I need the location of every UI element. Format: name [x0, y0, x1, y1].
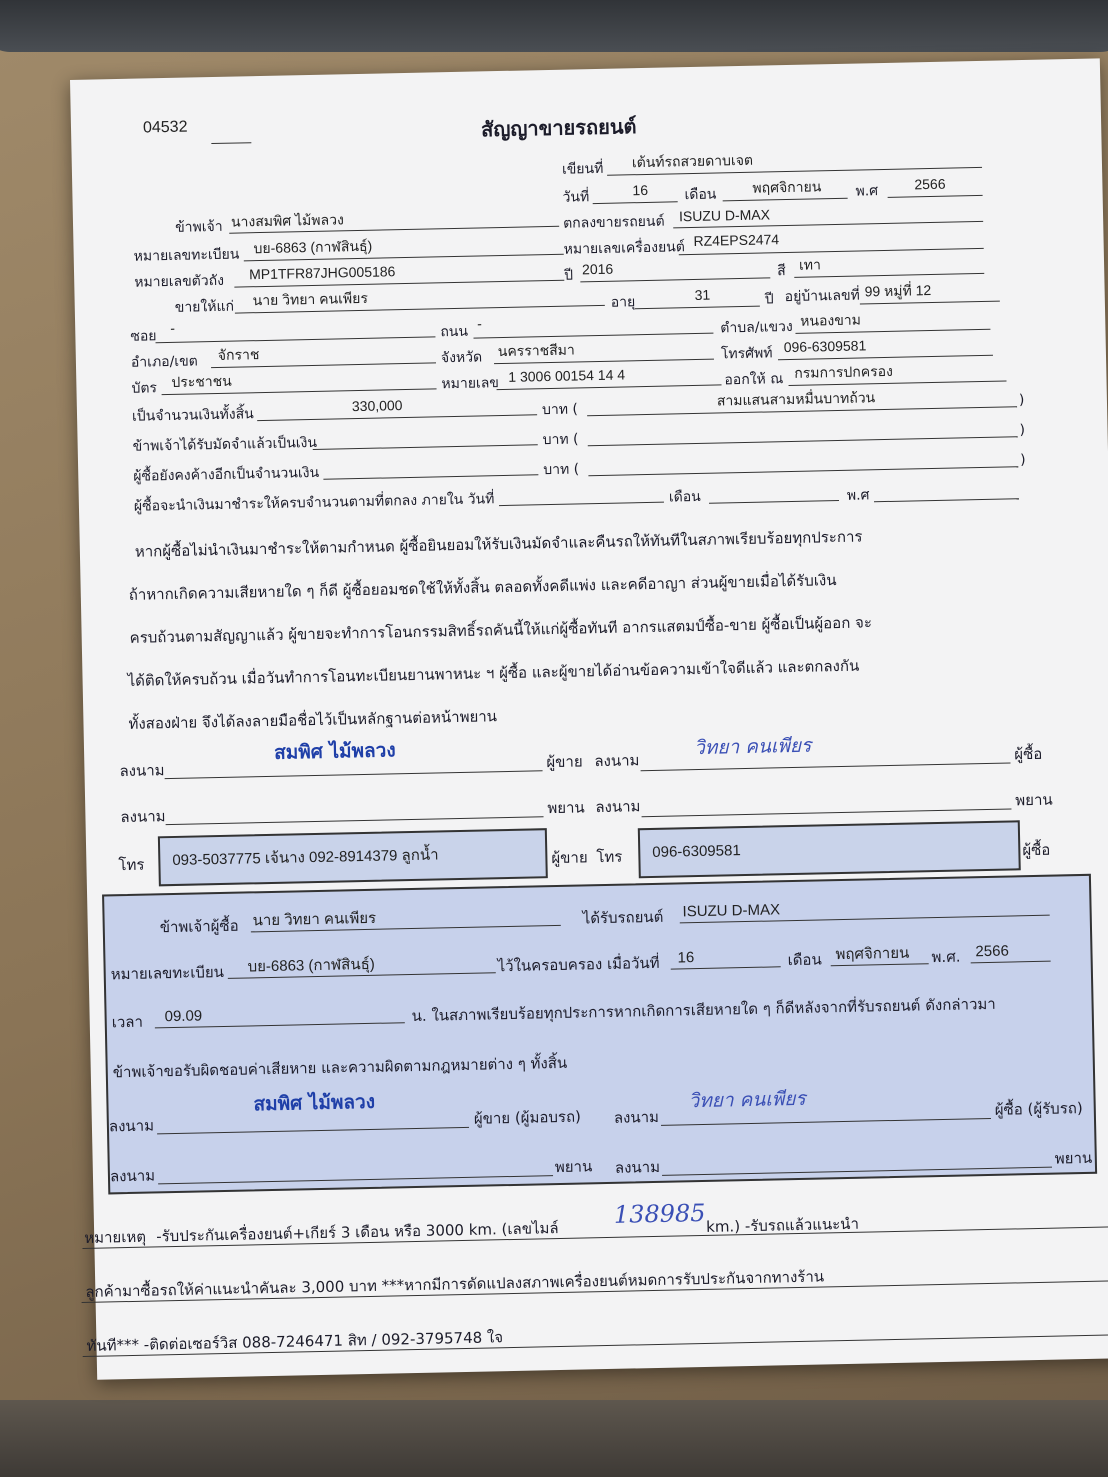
year-label: พ.ศ: [855, 183, 879, 200]
written-at-value: เต้นท์รถสวยดาบเจต: [631, 151, 754, 171]
seller-signature: สมพิศ ไม้พลวง: [273, 739, 396, 764]
receipt-year: 2566: [975, 942, 1010, 961]
sign-label: ลงนาม: [120, 807, 166, 827]
issued-value: กรมการปกครอง: [794, 362, 894, 381]
province-value: นครราชสีมา: [497, 341, 575, 360]
divider: [587, 406, 1017, 416]
witness-tag: พยาน: [554, 1157, 593, 1177]
laptop-edge: [0, 0, 1108, 52]
divider: [888, 195, 983, 198]
age-label: อายุ: [610, 294, 636, 311]
divider: [723, 198, 848, 202]
receipt-month-label: เดือน: [787, 950, 822, 970]
witness-tag: พยาน: [1015, 790, 1053, 810]
receipt-box: [102, 874, 1097, 1195]
baht-label: บาท (: [542, 431, 579, 449]
notes-label: หมายเหตุ: [84, 1227, 147, 1247]
divider: [874, 498, 1019, 502]
divider: [257, 414, 537, 421]
divider: [323, 474, 538, 480]
due-label: ผู้ซื้อจะนำเงินมาชำระให้ครบจำนวนตามที่ตกลง ภายใน วันที่: [133, 491, 495, 515]
date-year: 2566: [914, 175, 946, 193]
divider: [158, 1175, 553, 1184]
seller-tag: ผู้ขาย: [546, 752, 583, 772]
divider: [661, 1118, 991, 1126]
buyer-phone: 096-6309581: [652, 842, 741, 861]
engine-value: RZ4EPS2474: [693, 231, 780, 249]
seller-phone-box: [158, 828, 548, 886]
issued-label: ออกให้ ณ: [724, 371, 784, 389]
tambon-value: หนองขาม: [800, 311, 862, 329]
possess-label: ไว้ในครอบครอง เมื่อวันที่: [497, 953, 660, 976]
tambon-label: ตำบล/แขวง: [720, 318, 793, 337]
amphoe-value: จักราช: [217, 346, 260, 363]
car-model: ISUZU D-MAX: [678, 206, 771, 225]
divider: [679, 248, 984, 255]
document-number: 04532: [142, 118, 188, 137]
chassis-label: หมายเลขตัวถัง: [134, 272, 225, 291]
buyer-tag: ผู้ซื้อ: [1014, 744, 1043, 764]
age-unit: ปี: [764, 291, 774, 308]
seller-phone: 093-5037775 เจ้นาง 092-8914379 ลูกน้ำ: [172, 846, 439, 870]
liability-text: ข้าพเจ้าขอรับผิดชอบค่าเสียหาย และความผิดตามกฎหมายต่าง ๆ ทั้งสิ้น: [112, 1053, 568, 1082]
divider: [641, 762, 1011, 771]
divider: [789, 380, 1007, 386]
terms-line: ทั้งสองฝ่าย จึงได้ลงลายมือชื่อไว้เป็นหลักฐานต่อหน้าพยาน: [128, 707, 498, 733]
condition-text: น. ในสภาพเรียบร้อยทุกประการหากเกิดการเสียหายใด ๆ ก็ดีหลังจากที่รับรถยนต์ ดังกล่าวมา: [411, 994, 996, 1026]
baht-label: บาท (: [543, 461, 580, 479]
sign-label: ลงนาม: [594, 751, 640, 771]
id-value: 1 3006 00154 14 4: [508, 366, 626, 385]
divider: [642, 808, 1012, 817]
received-car: ISUZU D-MAX: [682, 901, 781, 921]
card-label: บัตร: [131, 380, 158, 397]
document-title: สัญญาขายรถยนต์: [480, 114, 637, 142]
divider: [473, 333, 713, 339]
year-label: ปี: [564, 267, 574, 284]
phone-label: โทร: [596, 847, 623, 867]
receipt-plate: บย-6863 (กาฬสินธุ์): [247, 955, 375, 976]
divider: [156, 336, 436, 343]
color-value: เทา: [798, 256, 822, 273]
sign-label: ลงนาม: [108, 1116, 155, 1136]
divider: [831, 963, 929, 966]
road-label: ถนน: [440, 323, 469, 341]
road-value: -: [477, 315, 483, 332]
receipt-month: พฤศจิกายน: [835, 944, 910, 964]
address-value: 99 หมู่ที่ 12: [864, 282, 932, 300]
id-label: หมายเลข: [441, 375, 500, 393]
time-value: 09.09: [164, 1007, 203, 1026]
receipt-buyer-signature: วิทยา คนเพียร: [688, 1087, 806, 1113]
notes-line-2: ลูกค้ามาซื้อรถให้ค่าแนะนำคันละ 3,000 บาท ***หากมีการดัดแปลงสภาพเครื่องยนต์หมดการรับประกันจากทางร้าน: [85, 1267, 825, 1301]
notes-line-3: ทันที*** -ติดต่อเซอร์วิส 088-7246471 สิท / 092-3795748 ใจ: [86, 1328, 504, 1355]
divider: [211, 142, 251, 144]
divider: [860, 301, 1000, 305]
buyer-signature: วิทยา คนเพียร: [693, 734, 812, 760]
buyer-name: นาย วิทยา คนเพียร: [252, 289, 369, 309]
terms-line: ได้ติดให้ครบถ้วน เมื่อวันทำการโอนทะเบียนยานพาหนะ ฯ ผู้ซื้อ และผู้ขายได้อ่านข้อความเข้าใจดีแล้ว และตกลงกัน: [127, 656, 860, 690]
amphoe-label: อำเภอ/เขต: [130, 353, 198, 371]
total-amount: 330,000: [351, 397, 403, 415]
plate-value: บย-6863 (กาฬสินธุ์): [253, 237, 373, 257]
witness-tag: พยาน: [1054, 1148, 1093, 1168]
date-month: พฤศจิกายน: [752, 178, 822, 196]
receipt-seller-signature: สมพิศ ไม้พลวง: [253, 1090, 376, 1116]
plate-label: หมายเลขทะเบียน: [133, 246, 240, 265]
divider: [211, 362, 436, 368]
deposit-label: ข้าพเจ้าได้รับมัดจำแล้วเป็นเงิน: [132, 434, 318, 455]
sign-label: ลงนาม: [614, 1157, 661, 1177]
buyer-tag: ผู้ซื้อ: [1022, 840, 1051, 860]
written-at-label: เขียนที่: [561, 160, 604, 178]
province-label: จังหวัด: [440, 349, 483, 367]
divider: [778, 355, 993, 361]
receipt-plate-label: หมายเลขทะเบียน: [110, 962, 225, 984]
soi-label: ซอย: [130, 328, 157, 345]
sign-label: ลงนาม: [109, 1166, 156, 1186]
date-label: วันที่: [562, 189, 590, 206]
divider: [157, 1127, 469, 1135]
chassis-value: MP1TFR87JHG005186: [248, 263, 396, 283]
total-words: สามแสนสามหมื่นบาทถ้วน: [716, 389, 876, 409]
buyer-phone-box: [638, 820, 1021, 878]
close-paren: ): [1018, 392, 1025, 409]
contract-paper: [70, 58, 1108, 1379]
divider: [671, 966, 781, 969]
receipt-seller-tag: ผู้ขาย (ผู้มอบรถ): [473, 1107, 582, 1128]
due-year-label: พ.ศ: [846, 487, 870, 504]
floor-background: [0, 1400, 1108, 1477]
month-label: เดือน: [684, 186, 717, 204]
divider: [588, 466, 1018, 476]
divider: [313, 444, 538, 450]
color-label: สี: [776, 263, 786, 280]
buyer-label: ขายให้แก่: [174, 298, 235, 316]
seller-name: นางสมพิศ ไม้พลวง: [230, 211, 344, 230]
divider: [593, 201, 678, 204]
sign-label: ลงนาม: [613, 1107, 660, 1127]
terms-line: หากผู้ซื้อไม่นำเงินมาชำระให้ตามกำหนด ผู้ซื้อยินยอมให้รับเงินมัดจำและคืนรถให้ทันทีในสภาพเรียบร้อยทุกประการ: [134, 527, 863, 561]
divider: [795, 329, 990, 334]
seller-tag: ผู้ขาย: [551, 848, 588, 868]
total-label: เป็นจำนวนเงินทั้งสิ้น: [131, 406, 254, 425]
receipt-year-label: พ.ศ.: [931, 947, 961, 967]
divider: [794, 273, 984, 278]
mileage-handwritten: 138985: [613, 1198, 706, 1229]
address-label: อยู่บ้านเลขที่: [784, 287, 860, 306]
card-value: ประชาชน: [171, 372, 232, 390]
remaining-label: ผู้ซื้อยังคงค้างอีกเป็นจำนวนเงิน: [133, 464, 320, 485]
terms-line: ครบถ้วนตามสัญญาแล้ว ผู้ขายจะทำการโอนกรรมสิทธิ์รถคันนี้ให้แก่ผู้ซื้อทันที อากรแสตมป์ซื้อ-ขาย ผู้ซื้อเป็นผู้ออก จะ: [129, 613, 873, 647]
divider: [971, 961, 1051, 964]
received-label: ได้รับรถยนต์: [582, 907, 664, 928]
baht-label: บาท (: [541, 401, 579, 419]
divider: [588, 436, 1018, 446]
receipt-day: 16: [677, 949, 695, 967]
receipt-buyer-tag: ผู้ซื้อ (ผู้รับรถ): [994, 1099, 1083, 1119]
divider: [635, 306, 760, 310]
engine-label: หมายเลขเครื่องยนต์: [563, 239, 686, 258]
time-label: เวลา: [111, 1012, 144, 1032]
phone-label: โทร: [118, 855, 145, 875]
receipt-buyer-name: นาย วิทยา คนเพียร: [252, 909, 377, 930]
year-value: 2016: [581, 260, 614, 278]
sign-label: ลงนาม: [595, 797, 641, 817]
divider: [165, 770, 543, 779]
divider: [494, 359, 714, 365]
due-month-label: เดือน: [668, 488, 701, 506]
notes-line-1: -รับประกันเครื่องยนต์+เกียร์ 3 เดือน หรือ 3000 km. (เลขไมล์: [156, 1219, 559, 1246]
sign-label: ลงนาม: [119, 761, 165, 781]
divider: [709, 500, 839, 504]
divider: [662, 1167, 1052, 1176]
divider: [166, 816, 544, 825]
age-value: 31: [694, 286, 711, 303]
phone-label: โทรศัพท์: [720, 345, 773, 363]
close-paren: ): [1019, 422, 1026, 439]
date-day: 16: [632, 181, 649, 199]
phone-value: 096-6309581: [783, 337, 867, 356]
soi-value: -: [170, 319, 176, 336]
agree-sell-label: ตกลงขายรถยนต์: [562, 213, 665, 232]
close-paren: ): [1020, 452, 1026, 469]
receipt-buyer-label: ข้าพเจ้าผู้ซื้อ: [159, 916, 239, 937]
seller-label: ข้าพเจ้า: [174, 218, 223, 236]
divider: [499, 502, 664, 506]
divider: [162, 388, 437, 395]
terms-line: ถ้าหากเกิดความเสียหายใด ๆ ก็ดี ผู้ซื้อยอมชดใช้ให้ทั้งสิ้น ตลอดทั้งคดีแพ่ง และคดีอาญา ส่วนผู้ขายเมื่อได้รับเงิน: [128, 571, 837, 604]
divider: [497, 384, 722, 390]
divider: [580, 277, 770, 282]
notes-line-1b: km.) -รับรถแล้วแนะนำ: [705, 1214, 860, 1236]
witness-tag: พยาน: [547, 798, 585, 818]
